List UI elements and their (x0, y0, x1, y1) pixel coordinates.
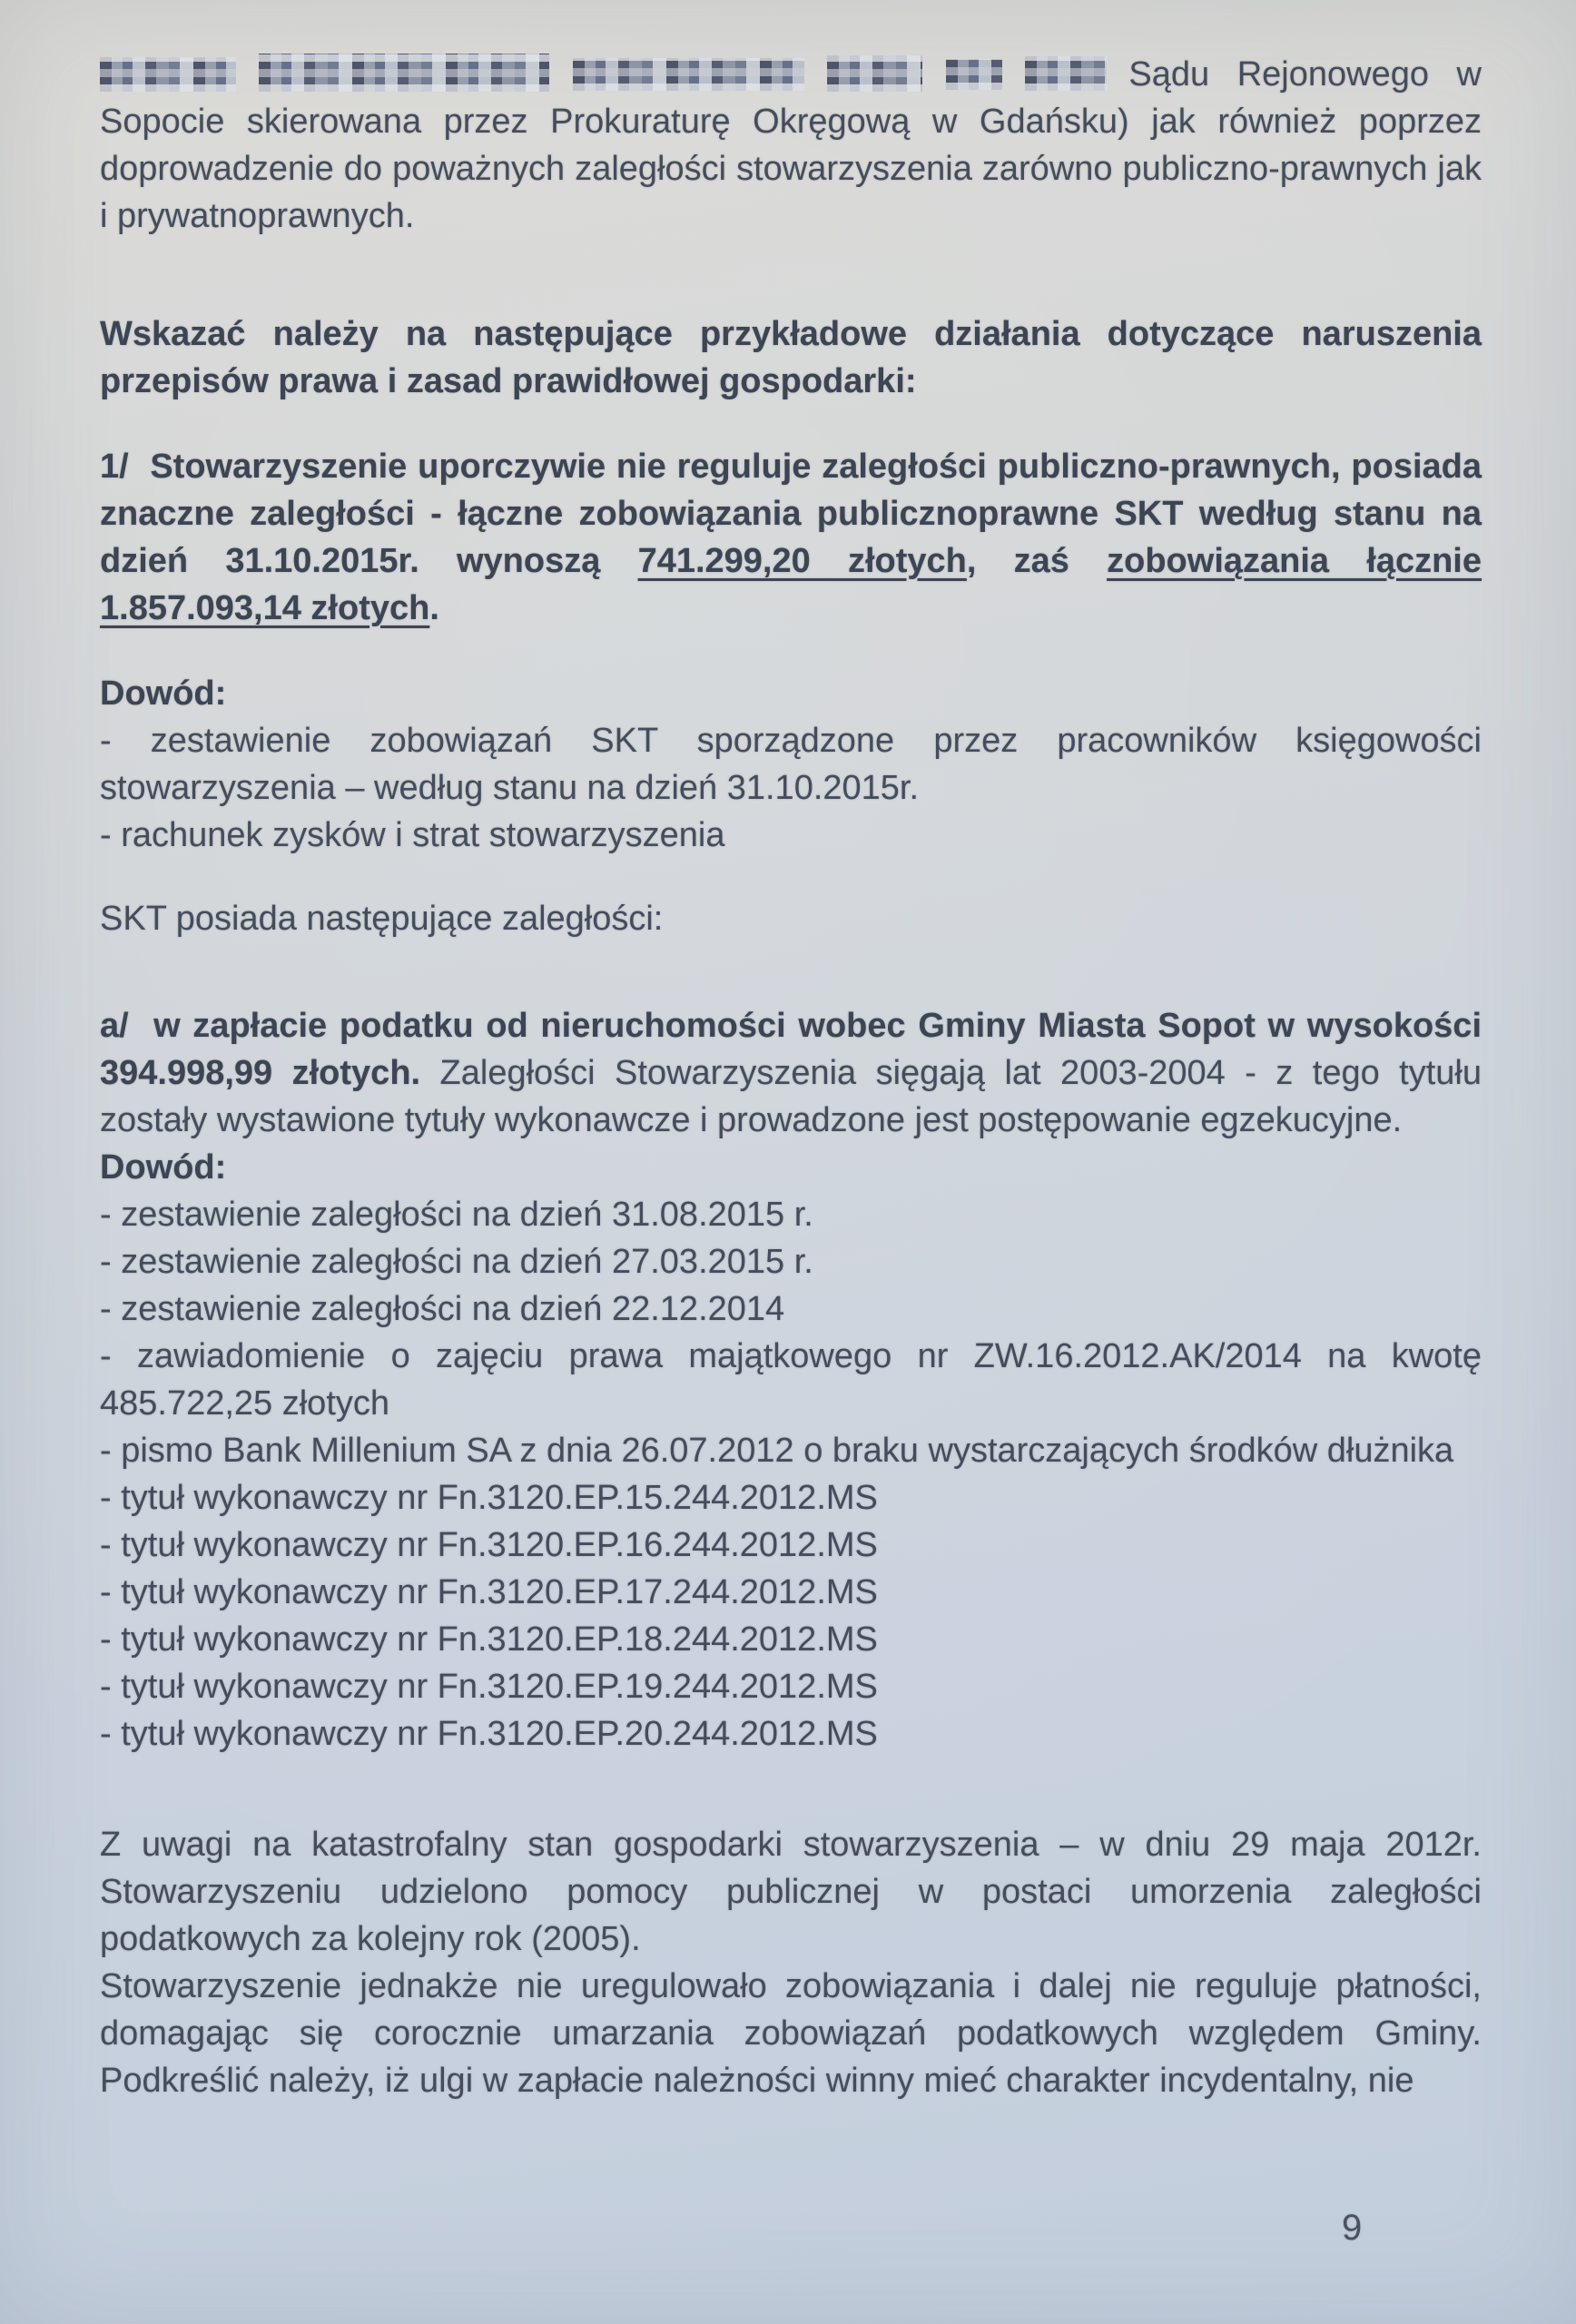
paragraph-intro-line1-tail: Sądu Rejonowego w (1128, 55, 1482, 94)
evidence-2-label: Dowód: (100, 1148, 227, 1187)
heading-naruszenia: Wskazać należy na następujące przykładowe działania dotyczące naruszenia przepisów prawa i zasad prawidłowej gospodarki: (100, 315, 1482, 400)
evidence-block-1 (100, 670, 1482, 859)
closing-paragraph-2: Stowarzyszenie jednakże nie uregulowało zobowiązania i dalej nie reguluje płatności, domagając się corocznie umarzania zobowiązań podatkowych względem Gminy. Podkreślić należy, iż ulgi w zapłacie należności winny mieć charakter incydentalny, nie (100, 1967, 1482, 2100)
evidence-list (100, 1191, 1482, 1758)
evidence-1-label: Dowód: (100, 675, 227, 713)
redacted-text-block (100, 57, 236, 92)
evidence-item: - tytuł wykonawczy nr Fn.3120.EP.18.244.2012.MS (100, 1620, 878, 1659)
redacted-text-block (259, 54, 549, 92)
page-number: 9 (1342, 2208, 1363, 2248)
point-1-paragraph (100, 443, 1482, 632)
evidence-1-item: - rachunek zysków i strat stowarzyszenia (100, 816, 725, 854)
evidence-item: - zestawienie zaległości na dzień 22.12.2014 (100, 1290, 785, 1328)
evidence-item: - pismo Bank Millenium SA z dnia 26.07.2012 o braku wystarczających środków dłużnika (100, 1432, 1454, 1470)
redacted-line (100, 51, 1482, 98)
evidence-item: - tytuł wykonawczy nr Fn.3120.EP.16.244.2012.MS (100, 1526, 878, 1564)
evidence-item: - zestawienie zaległości na dzień 31.08.2015 r. (100, 1196, 813, 1234)
point-1-text-end: . (429, 589, 439, 627)
point-1-text-start: 1/ Stowarzyszenie uporczywie nie reguluje zaległości publiczno-prawnych, posiada znaczne zaległości - łączne zobowiązania publicznoprawne SKT według stanu na dzień 31.10.2015r. wynoszą (100, 448, 1482, 580)
closing-paragraph-1: Z uwagi na katastrofalny stan gospodarki stowarzyszenia – w dniu 29 maja 2012r. Stowarzyszeniu udzielono pomocy publicznej w postaci umorzenia zaległości podatkowych za kolejny rok (2005). (100, 1826, 1482, 1958)
point-1-text-mid: , zaś (966, 542, 1108, 580)
paragraph-intro-body: Sopocie skierowana przez Prokuraturę Okręgową w Gdańsku) jak również poprzez doprowadzenie do poważnych zaległości stowarzyszenia zarówno publiczno-prawnych jak i prywatnoprawnych. (100, 103, 1482, 235)
point-a-regular-tail: Zaległości Stowarzyszenia sięgają lat 2003-2004 - z tego tytułu zostały wystawione tytuły wykonawcze i prowadzone jest postępowanie egzekucyjne. (100, 1054, 1482, 1139)
redacted-text-block (827, 55, 922, 92)
point-1-amount-total: zobowiązania łącznie 1.857.093,14 złotych (100, 542, 1482, 627)
point-a-paragraph (100, 1002, 1482, 1144)
evidence-item: - zestawienie zaległości na dzień 27.03.2015 r. (100, 1243, 813, 1281)
redacted-text-block (946, 59, 1002, 90)
point-1-amount-public: 741.299,20 złotych (637, 542, 967, 580)
redacted-text-block (573, 58, 804, 91)
redacted-text (100, 57, 1107, 92)
redacted-text-block (1025, 56, 1107, 91)
paragraph-intro (100, 51, 1482, 240)
evidence-item: - tytuł wykonawczy nr Fn.3120.EP.17.244.2012.MS (100, 1573, 878, 1611)
evidence-1-item: - zestawienie zobowiązań SKT sporządzone przez pracowników księgowości stowarzyszenia – według stanu na dzień 31.10.2015r. (100, 722, 1482, 807)
point-a-bold-lead: a/ w zapłacie podatku od nieruchomości wobec Gminy Miasta Sopot w wysokości 394.998,99 złotych. (100, 1007, 1482, 1092)
evidence-item: - tytuł wykonawczy nr Fn.3120.EP.20.244.2012.MS (100, 1715, 878, 1753)
point-a-block (100, 1002, 1482, 1758)
skt-intro-line: SKT posiada następujące zaległości: (100, 900, 664, 938)
evidence-item: - tytuł wykonawczy nr Fn.3120.EP.15.244.2012.MS (100, 1479, 878, 1517)
evidence-item: - tytuł wykonawczy nr Fn.3120.EP.19.244.2012.MS (100, 1668, 878, 1706)
evidence-item: - zawiadomienie o zajęciu prawa majątkowego nr ZW.16.2012.AK/2014 na kwotę 485.722,25 złotych (100, 1337, 1482, 1423)
